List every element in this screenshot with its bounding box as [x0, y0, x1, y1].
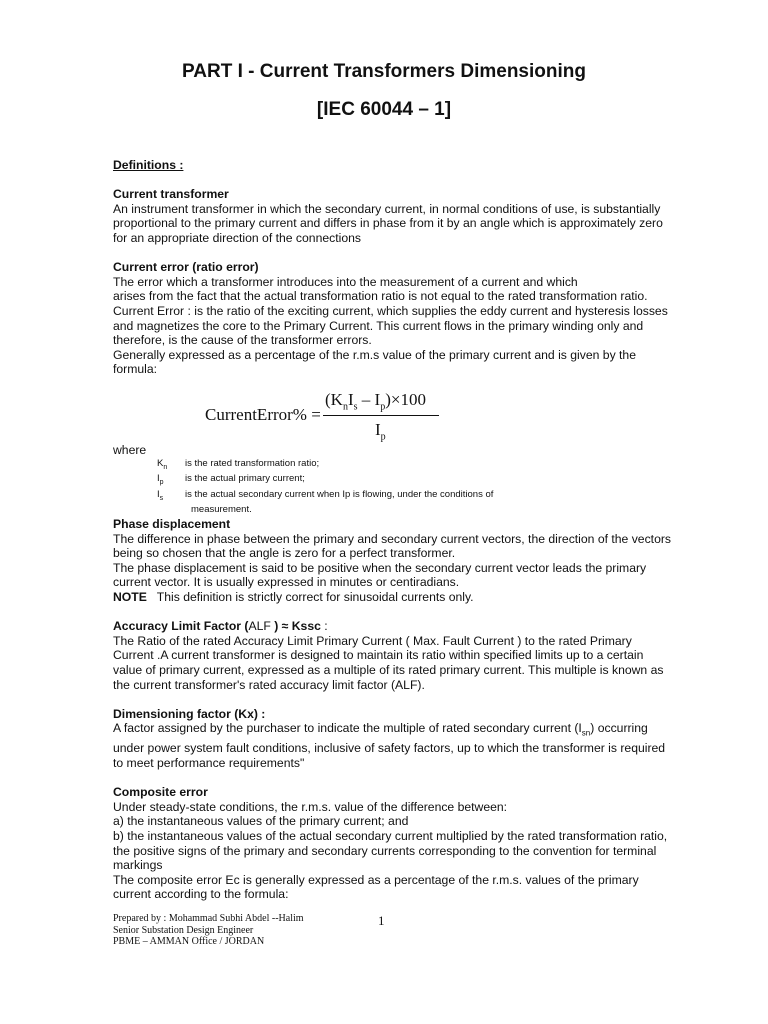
- page-number: 1: [378, 913, 385, 928]
- ct-heading: Current transformer: [113, 187, 229, 202]
- variable-list: [157, 458, 577, 516]
- definitions-heading: Definitions :: [113, 158, 184, 172]
- variable-is-continuation: measurement.: [191, 504, 252, 516]
- composite-line: markings: [113, 858, 163, 873]
- composite-line: Under steady-state conditions, the r.m.s. value of the difference between:: [113, 799, 508, 814]
- formula-denominator: $I_p$: [375, 420, 386, 443]
- page-title: PART I - Current Transformers Dimensioning: [182, 61, 586, 82]
- ct-line: proportional to the primary current and differs in phase from it by an angle which is approximately zero: [113, 216, 663, 231]
- formula-numerator: $(K_nI_s - I_p)\times 100$: [325, 390, 426, 413]
- footer-author: Prepared by : Mohammad Subhi Abdel --Halim: [113, 913, 304, 924]
- alf-line: value of primary current, expressed as a multiple of its rated primary current. This multiple is known as: [113, 662, 664, 677]
- composite-heading: Composite error: [113, 785, 208, 800]
- current-error-line: Generally expressed as a percentage of the r.m.s value of the primary current and is given by the: [113, 347, 636, 362]
- current-error-line: Current Error : is the ratio of the exciting current, which supplies the eddy current and hysteresis losses: [113, 303, 668, 318]
- composite-line: current according to the formula:: [113, 887, 289, 902]
- composite-line: a) the instantaneous values of the primary current; and: [113, 814, 409, 829]
- phase-note: NOTE This definition is strictly correct for sinusoidal currents only.: [113, 589, 474, 604]
- footer-role: Senior Substation Design Engineer: [113, 924, 254, 936]
- ct-line: for an appropriate direction of the connections: [113, 230, 361, 245]
- footer-office: PBME – AMMAN Office / JORDAN: [113, 936, 265, 947]
- where-label: where: [113, 443, 147, 457]
- composite-line: The composite error Ec is generally expressed as a percentage of the r.m.s. values of the primary: [113, 872, 639, 887]
- ct-line: An instrument transformer in which the secondary current, in normal conditions of use, is substantially: [113, 201, 661, 216]
- current-error-line: arises from the fact that the actual transformation ratio is not equal to the rated transformation ratio.: [113, 289, 648, 304]
- current-error-formula: [205, 386, 445, 446]
- alf-heading: Accuracy Limit Factor (ALF ) ≈ Kssc :: [113, 619, 328, 634]
- current-error-line: The error which a transformer introduces into the measurement of a current and which: [113, 274, 578, 289]
- current-error-line: and magnetizes the core to the Primary Current. This current flows in the primary winding only and: [113, 318, 644, 333]
- alf-line: the current transformer's rated accuracy limit factor (ALF).: [113, 677, 425, 692]
- phase-line: The difference in phase between the primary and secondary current vectors, the direction of the vectors: [113, 531, 671, 546]
- formula-lhs: CurrentError% =: [205, 405, 321, 424]
- current-error-heading: Current error (ratio error): [113, 260, 259, 275]
- variable-is: $I_s$ is the actual secondary current when Ip is flowing, under the conditions of: [157, 488, 494, 502]
- alf-line: Current .A current transformer is designed to maintain its ratio within specified limits up to a certain: [113, 648, 644, 663]
- definitions-block-2: [113, 517, 693, 902]
- phase-line: being so chosen that the angle is zero for a perfect transformer.: [113, 546, 456, 561]
- current-error-line: therefore, is the cause of the transformer errors.: [113, 333, 372, 348]
- dim-line: to meet performance requirements": [113, 755, 305, 770]
- alf-line: The Ratio of the rated Accuracy Limit Primary Current ( Max. Fault Current ) to the rated Primary: [113, 633, 632, 648]
- page-footer: [113, 913, 304, 948]
- composite-line: the positive signs of the primary and secondary currents corresponding to the convention for terminal: [113, 843, 657, 858]
- phase-line: current vector. It is usually expressed in minutes or centiradians.: [113, 575, 460, 590]
- variable-kn: $K_n$ is the rated transformation ratio;: [157, 458, 320, 471]
- current-error-line: formula:: [113, 362, 158, 377]
- composite-line: b) the instantaneous values of the actual secondary current multiplied by the rated transformation ratio,: [113, 828, 668, 843]
- dim-heading: Dimensioning factor (Kx) :: [113, 706, 266, 721]
- fraction-bar: [323, 415, 439, 416]
- definitions-block: [113, 158, 693, 377]
- variable-ip: $I_p$ is the actual primary current;: [157, 473, 305, 487]
- page-subtitle-standard: [IEC 60044 – 1]: [316, 99, 452, 120]
- dim-line: A factor assigned by the purchaser to indicate the multiple of rated secondary current $(I_{sn})$ occurring: [113, 721, 648, 738]
- dim-line: under power system fault conditions, inclusive of safety factors, up to which the transformer is required: [113, 741, 666, 756]
- phase-heading: Phase displacement: [113, 517, 231, 531]
- phase-line: The phase displacement is said to be positive when the secondary current vector leads the primary: [113, 560, 647, 575]
